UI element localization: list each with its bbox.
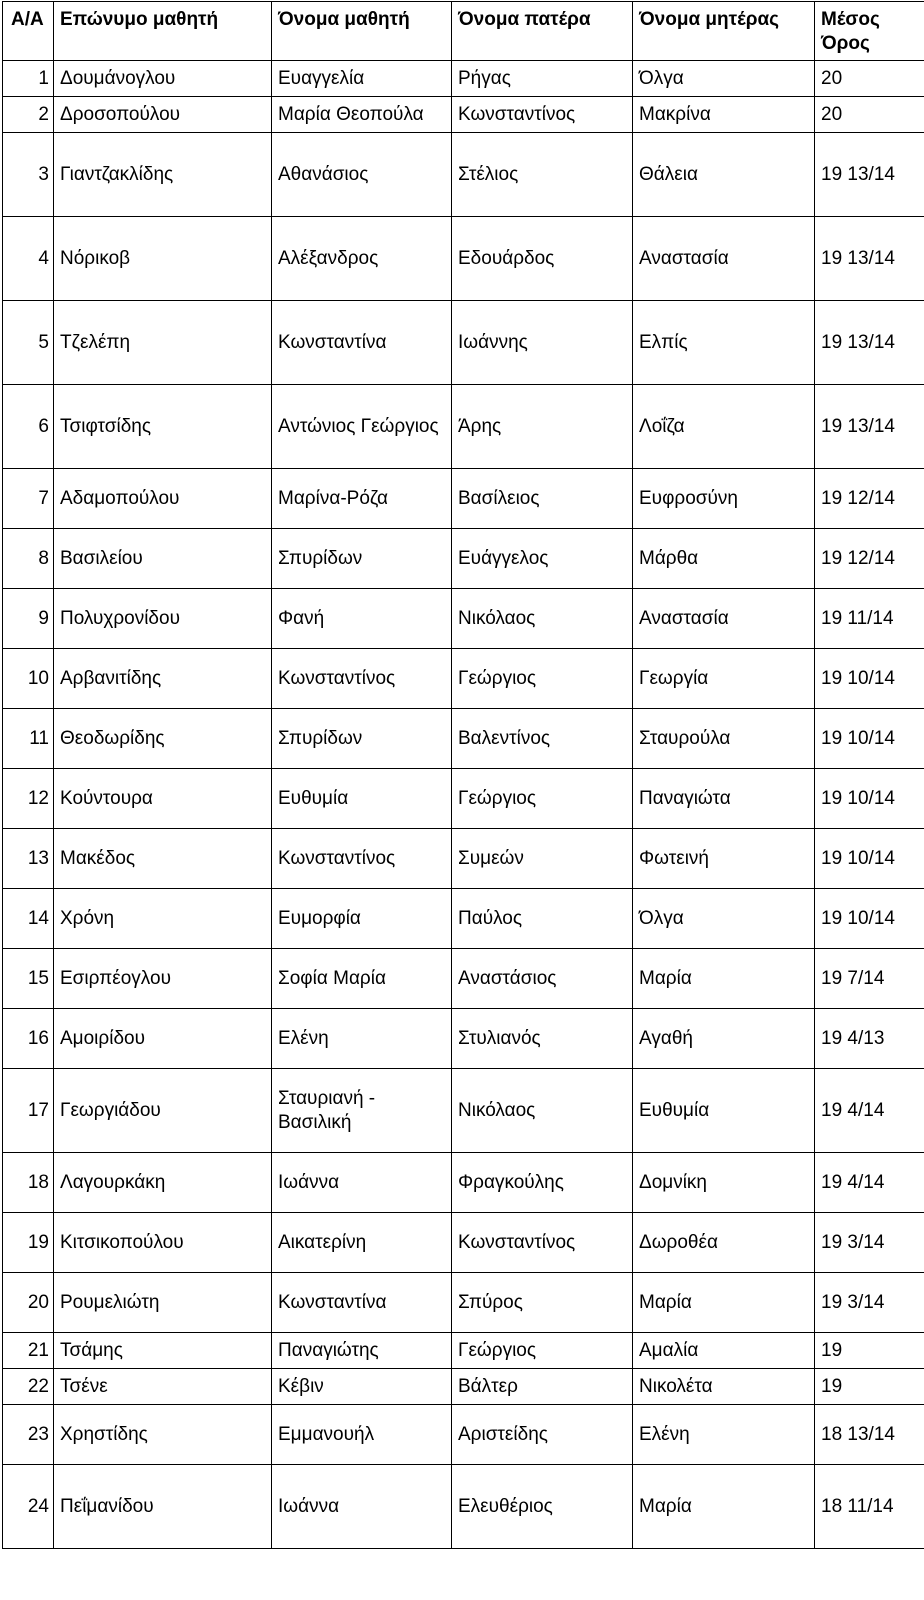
cell-mother-name: Μαρία (633, 1273, 815, 1333)
cell-aa: 2 (3, 97, 54, 133)
cell-father-name: Κωνσταντίνος (452, 1213, 633, 1273)
cell-mother-name: Ελένη (633, 1405, 815, 1465)
table-row (3, 829, 924, 889)
cell-first-name: Αλέξανδρος (272, 217, 452, 301)
cell-average: 20 (815, 61, 924, 97)
cell-average: 19 12/14 (815, 469, 924, 529)
cell-surname: Αρβανιτίδης (54, 649, 272, 709)
cell-surname: Δουμάνογλου (54, 61, 272, 97)
cell-aa: 4 (3, 217, 54, 301)
cell-father-name: Συμεών (452, 829, 633, 889)
cell-average: 19 11/14 (815, 589, 924, 649)
table-row (3, 1009, 924, 1069)
cell-aa: 3 (3, 133, 54, 217)
cell-average: 19 (815, 1369, 924, 1405)
cell-surname: Κιτσικοπούλου (54, 1213, 272, 1273)
cell-first-name: Αικατερίνη (272, 1213, 452, 1273)
table-row (3, 1369, 924, 1405)
cell-first-name: Ιωάννα (272, 1465, 452, 1549)
table-row (3, 469, 924, 529)
cell-first-name: Σπυρίδων (272, 709, 452, 769)
cell-aa: 17 (3, 1069, 54, 1153)
cell-surname: Τσένε (54, 1369, 272, 1405)
cell-father-name: Βάλτερ (452, 1369, 633, 1405)
table-row (3, 1465, 924, 1549)
cell-mother-name: Αμαλία (633, 1333, 815, 1369)
cell-surname: Γιαντζακλίδης (54, 133, 272, 217)
cell-average: 19 (815, 1333, 924, 1369)
cell-father-name: Κωνσταντίνος (452, 97, 633, 133)
cell-first-name: Σπυρίδων (272, 529, 452, 589)
cell-mother-name: Μάρθα (633, 529, 815, 589)
cell-father-name: Γεώργιος (452, 649, 633, 709)
cell-surname: Αδαμοπούλου (54, 469, 272, 529)
cell-father-name: Βαλεντίνος (452, 709, 633, 769)
cell-aa: 6 (3, 385, 54, 469)
header-first-name: Όνομα μαθητή (272, 2, 452, 61)
table-row (3, 769, 924, 829)
student-grades-table (2, 1, 924, 1549)
cell-average: 19 13/14 (815, 133, 924, 217)
cell-first-name: Παναγιώτης (272, 1333, 452, 1369)
cell-father-name: Αριστείδης (452, 1405, 633, 1465)
table-row (3, 1153, 924, 1213)
cell-average: 19 10/14 (815, 769, 924, 829)
cell-average: 19 4/14 (815, 1153, 924, 1213)
cell-father-name: Βασίλειος (452, 469, 633, 529)
table-row (3, 217, 924, 301)
cell-mother-name: Μαρία (633, 1465, 815, 1549)
cell-surname: Τζελέπη (54, 301, 272, 385)
table-row (3, 61, 924, 97)
cell-first-name: Κωνσταντίνος (272, 829, 452, 889)
cell-mother-name: Όλγα (633, 61, 815, 97)
cell-mother-name: Νικολέτα (633, 1369, 815, 1405)
cell-average: 19 10/14 (815, 889, 924, 949)
cell-aa: 15 (3, 949, 54, 1009)
cell-surname: Λαγουρκάκη (54, 1153, 272, 1213)
cell-mother-name: Ευθυμία (633, 1069, 815, 1153)
table-row (3, 1069, 924, 1153)
cell-aa: 22 (3, 1369, 54, 1405)
cell-surname: Ρουμελιώτη (54, 1273, 272, 1333)
header-surname: Επώνυμο μαθητή (54, 2, 272, 61)
table-row (3, 949, 924, 1009)
cell-surname: Κούντουρα (54, 769, 272, 829)
cell-average: 19 4/13 (815, 1009, 924, 1069)
cell-aa: 23 (3, 1405, 54, 1465)
cell-average: 19 13/14 (815, 301, 924, 385)
cell-mother-name: Λοΐζα (633, 385, 815, 469)
cell-mother-name: Φωτεινή (633, 829, 815, 889)
cell-surname: Αμοιρίδου (54, 1009, 272, 1069)
cell-surname: Πολυχρονίδου (54, 589, 272, 649)
cell-surname: Τσάμης (54, 1333, 272, 1369)
cell-surname: Μακέδος (54, 829, 272, 889)
cell-father-name: Αναστάσιος (452, 949, 633, 1009)
table-row (3, 1333, 924, 1369)
cell-mother-name: Ευφροσύνη (633, 469, 815, 529)
cell-first-name: Κωνσταντίνα (272, 301, 452, 385)
cell-aa: 8 (3, 529, 54, 589)
cell-aa: 12 (3, 769, 54, 829)
cell-aa: 9 (3, 589, 54, 649)
cell-father-name: Εδουάρδος (452, 217, 633, 301)
cell-mother-name: Όλγα (633, 889, 815, 949)
cell-first-name: Κέβιν (272, 1369, 452, 1405)
table-row (3, 649, 924, 709)
cell-first-name: Αντώνιος Γεώργιος (272, 385, 452, 469)
cell-aa: 13 (3, 829, 54, 889)
cell-aa: 10 (3, 649, 54, 709)
cell-first-name: Ευμορφία (272, 889, 452, 949)
cell-mother-name: Μακρίνα (633, 97, 815, 133)
cell-surname: Γεωργιάδου (54, 1069, 272, 1153)
cell-average: 19 13/14 (815, 217, 924, 301)
cell-average: 19 10/14 (815, 709, 924, 769)
cell-father-name: Γεώργιος (452, 1333, 633, 1369)
cell-average: 19 3/14 (815, 1273, 924, 1333)
cell-mother-name: Θάλεια (633, 133, 815, 217)
header-aa: Α/Α (3, 2, 54, 61)
cell-surname: Τσιφτσίδης (54, 385, 272, 469)
cell-aa: 19 (3, 1213, 54, 1273)
cell-aa: 16 (3, 1009, 54, 1069)
table-header-row (3, 2, 924, 61)
cell-average: 19 7/14 (815, 949, 924, 1009)
cell-father-name: Ιωάννης (452, 301, 633, 385)
cell-aa: 14 (3, 889, 54, 949)
header-father-name: Όνομα πατέρα (452, 2, 633, 61)
cell-first-name: Σταυριανή - Βασιλική (272, 1069, 452, 1153)
cell-average: 19 12/14 (815, 529, 924, 589)
cell-father-name: Ελευθέριος (452, 1465, 633, 1549)
cell-first-name: Ευθυμία (272, 769, 452, 829)
cell-average: 18 11/14 (815, 1465, 924, 1549)
cell-aa: 1 (3, 61, 54, 97)
cell-father-name: Νικόλαος (452, 1069, 633, 1153)
cell-surname: Νόρικοβ (54, 217, 272, 301)
cell-first-name: Ελένη (272, 1009, 452, 1069)
cell-mother-name: Αναστασία (633, 217, 815, 301)
table-row (3, 97, 924, 133)
cell-father-name: Παύλος (452, 889, 633, 949)
table-row (3, 589, 924, 649)
header-mother-name: Όνομα μητέρας (633, 2, 815, 61)
cell-father-name: Ευάγγελος (452, 529, 633, 589)
table-row (3, 1405, 924, 1465)
cell-father-name: Σπύρος (452, 1273, 633, 1333)
table-row (3, 709, 924, 769)
table-row (3, 385, 924, 469)
cell-mother-name: Παναγιώτα (633, 769, 815, 829)
table-row (3, 529, 924, 589)
cell-average: 18 13/14 (815, 1405, 924, 1465)
cell-mother-name: Αγαθή (633, 1009, 815, 1069)
cell-mother-name: Δομνίκη (633, 1153, 815, 1213)
table-row (3, 301, 924, 385)
cell-father-name: Στέλιος (452, 133, 633, 217)
cell-surname: Θεοδωρίδης (54, 709, 272, 769)
cell-first-name: Σοφία Μαρία (272, 949, 452, 1009)
table-row (3, 133, 924, 217)
cell-aa: 7 (3, 469, 54, 529)
cell-father-name: Φραγκούλης (452, 1153, 633, 1213)
cell-first-name: Κωνσταντίνα (272, 1273, 452, 1333)
cell-father-name: Νικόλαος (452, 589, 633, 649)
cell-mother-name: Σταυρούλα (633, 709, 815, 769)
cell-father-name: Στυλιανός (452, 1009, 633, 1069)
cell-aa: 5 (3, 301, 54, 385)
cell-first-name: Μαρία Θεοπούλα (272, 97, 452, 133)
cell-mother-name: Μαρία (633, 949, 815, 1009)
cell-average: 19 10/14 (815, 829, 924, 889)
header-average: Μέσος Όρος (815, 2, 924, 61)
cell-surname: Εσιρπέογλου (54, 949, 272, 1009)
table-row (3, 1273, 924, 1333)
cell-first-name: Φανή (272, 589, 452, 649)
cell-mother-name: Δωροθέα (633, 1213, 815, 1273)
cell-first-name: Κωνσταντίνος (272, 649, 452, 709)
cell-father-name: Άρης (452, 385, 633, 469)
cell-father-name: Γεώργιος (452, 769, 633, 829)
cell-surname: Χρηστίδης (54, 1405, 272, 1465)
cell-mother-name: Αναστασία (633, 589, 815, 649)
cell-aa: 24 (3, 1465, 54, 1549)
cell-first-name: Μαρίνα-Ρόζα (272, 469, 452, 529)
table-row (3, 889, 924, 949)
cell-surname: Πεΐμανίδου (54, 1465, 272, 1549)
cell-mother-name: Γεωργία (633, 649, 815, 709)
cell-first-name: Εμμανουήλ (272, 1405, 452, 1465)
cell-first-name: Ευαγγελία (272, 61, 452, 97)
cell-average: 19 3/14 (815, 1213, 924, 1273)
cell-aa: 18 (3, 1153, 54, 1213)
cell-aa: 21 (3, 1333, 54, 1369)
cell-father-name: Ρήγας (452, 61, 633, 97)
cell-average: 19 10/14 (815, 649, 924, 709)
cell-surname: Βασιλείου (54, 529, 272, 589)
table-row (3, 1213, 924, 1273)
cell-surname: Χρόνη (54, 889, 272, 949)
cell-average: 20 (815, 97, 924, 133)
cell-aa: 20 (3, 1273, 54, 1333)
cell-first-name: Ιωάννα (272, 1153, 452, 1213)
cell-first-name: Αθανάσιος (272, 133, 452, 217)
cell-surname: Δροσοπούλου (54, 97, 272, 133)
cell-mother-name: Ελπίς (633, 301, 815, 385)
cell-aa: 11 (3, 709, 54, 769)
cell-average: 19 4/14 (815, 1069, 924, 1153)
cell-average: 19 13/14 (815, 385, 924, 469)
